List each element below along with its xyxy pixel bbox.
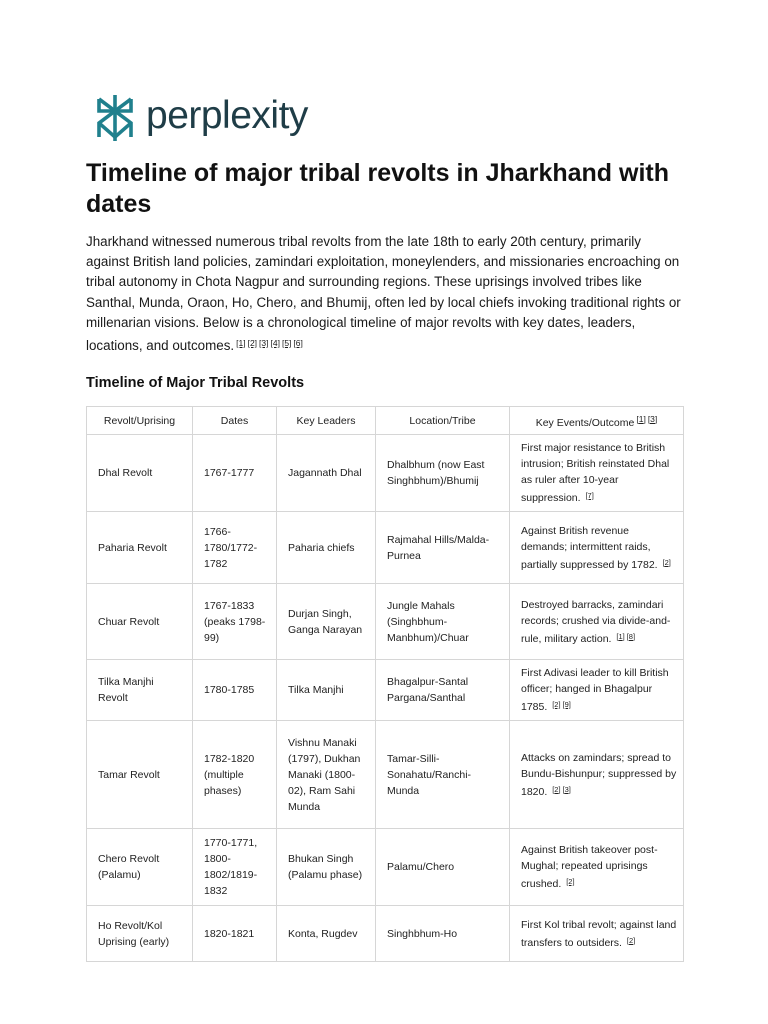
cell-outcome bbox=[510, 829, 684, 906]
cell-revolt: Chuar Revolt bbox=[87, 584, 193, 660]
cell-leaders: Paharia chiefs bbox=[277, 512, 376, 584]
cell-dates: 1766-1780/1772-1782 bbox=[193, 512, 277, 584]
brand-logo bbox=[93, 93, 308, 143]
outcome-text: First Adivasi leader to kill British officer; hanged in Bhagalpur 1785. bbox=[521, 667, 669, 713]
citation-link[interactable]: [2] bbox=[552, 700, 561, 709]
citation-link[interactable]: [2] bbox=[662, 557, 671, 567]
cell-revolt: Paharia Revolt bbox=[87, 512, 193, 584]
cell-outcome bbox=[510, 660, 684, 721]
table-row bbox=[87, 906, 684, 962]
header-leaders: Key Leaders bbox=[277, 407, 376, 435]
outcome-text: Against British takeover post-Mughal; repeated uprisings crushed. bbox=[521, 844, 658, 890]
header-outcome-label: Key Events/Outcome bbox=[535, 416, 635, 429]
cell-outcome bbox=[510, 584, 684, 660]
cell-leaders: Vishnu Manaki (1797), Dukhan Manaki (1800-02), Ram Sahi Munda bbox=[277, 721, 376, 829]
header-outcome bbox=[510, 407, 684, 435]
cell-location: Jungle Mahals (Singhbhum-Manbhum)/Chuar bbox=[376, 584, 510, 660]
cell-location: Dhalbhum (now East Singhbhum)/Bhumij bbox=[376, 435, 510, 512]
table-row bbox=[87, 721, 684, 829]
cell-leaders: Jagannath Dhal bbox=[277, 435, 376, 512]
outcome-text: First Kol tribal revolt; against land transfers to outsiders. bbox=[521, 918, 677, 949]
cell-dates: 1782-1820 (multiple phases) bbox=[193, 721, 277, 829]
citation-link[interactable]: [5] bbox=[281, 338, 292, 349]
cell-location: Singhbhum-Ho bbox=[376, 906, 510, 962]
citation-link[interactable]: [6] bbox=[293, 338, 303, 349]
cell-location: Tamar-Silli-Sonahatu/Ranchi-Munda bbox=[376, 721, 510, 829]
cell-outcome bbox=[510, 906, 684, 962]
page-title: Timeline of major tribal revolts in Jharkhand with dates bbox=[86, 159, 669, 218]
outcome-text: Destroyed barracks, zamindari records; crushed via divide-and-rule, military action. bbox=[521, 598, 671, 645]
cell-revolt: Tamar Revolt bbox=[87, 721, 193, 829]
revolts-table bbox=[86, 406, 684, 962]
perplexity-logo-icon bbox=[93, 93, 137, 143]
table-row bbox=[87, 584, 684, 660]
citation-link[interactable]: [7] bbox=[585, 491, 594, 500]
cell-leaders: Durjan Singh, Ganga Narayan bbox=[277, 584, 376, 660]
citation-link[interactable]: [2] bbox=[247, 338, 258, 349]
intro-paragraph bbox=[86, 232, 686, 356]
cell-leaders: Bhukan Singh (Palamu phase) bbox=[277, 829, 376, 906]
citation-link[interactable]: [3] bbox=[647, 413, 658, 424]
cell-revolt: Ho Revolt/Kol Uprising (early) bbox=[87, 906, 193, 962]
cell-dates: 1767-1833 (peaks 1798-99) bbox=[193, 584, 277, 660]
citation-link[interactable]: [1] bbox=[636, 413, 646, 424]
cell-location: Palamu/Chero bbox=[376, 829, 510, 906]
citation-link[interactable]: [1] bbox=[236, 338, 246, 349]
cell-outcome bbox=[510, 512, 684, 584]
cell-outcome bbox=[510, 721, 684, 829]
brand-name: perplexity bbox=[146, 93, 308, 137]
table-row bbox=[87, 512, 684, 584]
cell-leaders: Tilka Manjhi bbox=[277, 660, 376, 721]
outcome-text: First major resistance to British intrusion; British reinstated Dhal as ruler after 10-year suppression. bbox=[521, 442, 670, 504]
citation-link[interactable]: [3] bbox=[562, 784, 571, 794]
citation-link[interactable]: [2] bbox=[566, 877, 575, 886]
citation-link[interactable]: [2] bbox=[552, 784, 561, 794]
table-row bbox=[87, 829, 684, 906]
cell-location: Bhagalpur-Santal Pargana/Santhal bbox=[376, 660, 510, 721]
section-heading: Timeline of Major Tribal Revolts bbox=[86, 375, 305, 391]
outcome-text: Attacks on zamindars; spread to Bundu-Bishunpur; suppressed by 1820. bbox=[521, 751, 677, 798]
cell-revolt: Dhal Revolt bbox=[87, 435, 193, 512]
cell-outcome bbox=[510, 435, 684, 512]
cell-location: Rajmahal Hills/Malda-Purnea bbox=[376, 512, 510, 584]
outcome-text: Against British revenue demands; intermittent raids, partially suppressed by 1782. bbox=[521, 524, 658, 571]
cell-dates: 1820-1821 bbox=[193, 906, 277, 962]
cell-dates: 1770-1771, 1800-1802/1819-1832 bbox=[193, 829, 277, 906]
cell-dates: 1780-1785 bbox=[193, 660, 277, 721]
citation-link[interactable]: [4] bbox=[270, 338, 280, 349]
citation-link[interactable]: [9] bbox=[562, 700, 571, 709]
citation-link[interactable]: [2] bbox=[626, 935, 636, 945]
citation-link[interactable]: [1] bbox=[616, 631, 625, 641]
cell-revolt: Tilka Manjhi Revolt bbox=[87, 660, 193, 721]
cell-leaders: Konta, Rugdev bbox=[277, 906, 376, 962]
cell-revolt: Chero Revolt (Palamu) bbox=[87, 829, 193, 906]
citation-link[interactable]: [3] bbox=[259, 338, 269, 349]
table-header-row bbox=[87, 407, 684, 435]
intro-text: Jharkhand witnessed numerous tribal revolts from the late 18th to early 20th century, primarily against British land policies, zamindari exploitation, moneylenders, and missionaries encroaching on tribal autonomy in Chota Nagpur and surrounding regions. These uprisings involved tribes like Santhal, Munda, Oraon, Ho, Chero, and Bhumij, often led by local chiefs invoking traditional rights or millenarian visions. Below is a chronological timeline of major revolts with key dates, leaders, locations, and outcomes. bbox=[86, 234, 681, 354]
header-revolt: Revolt/Uprising bbox=[87, 407, 193, 435]
header-dates: Dates bbox=[193, 407, 277, 435]
citation-link[interactable]: [8] bbox=[626, 631, 636, 641]
cell-dates: 1767-1777 bbox=[193, 435, 277, 512]
table-row bbox=[87, 660, 684, 721]
header-location: Location/Tribe bbox=[376, 407, 510, 435]
table-row bbox=[87, 435, 684, 512]
